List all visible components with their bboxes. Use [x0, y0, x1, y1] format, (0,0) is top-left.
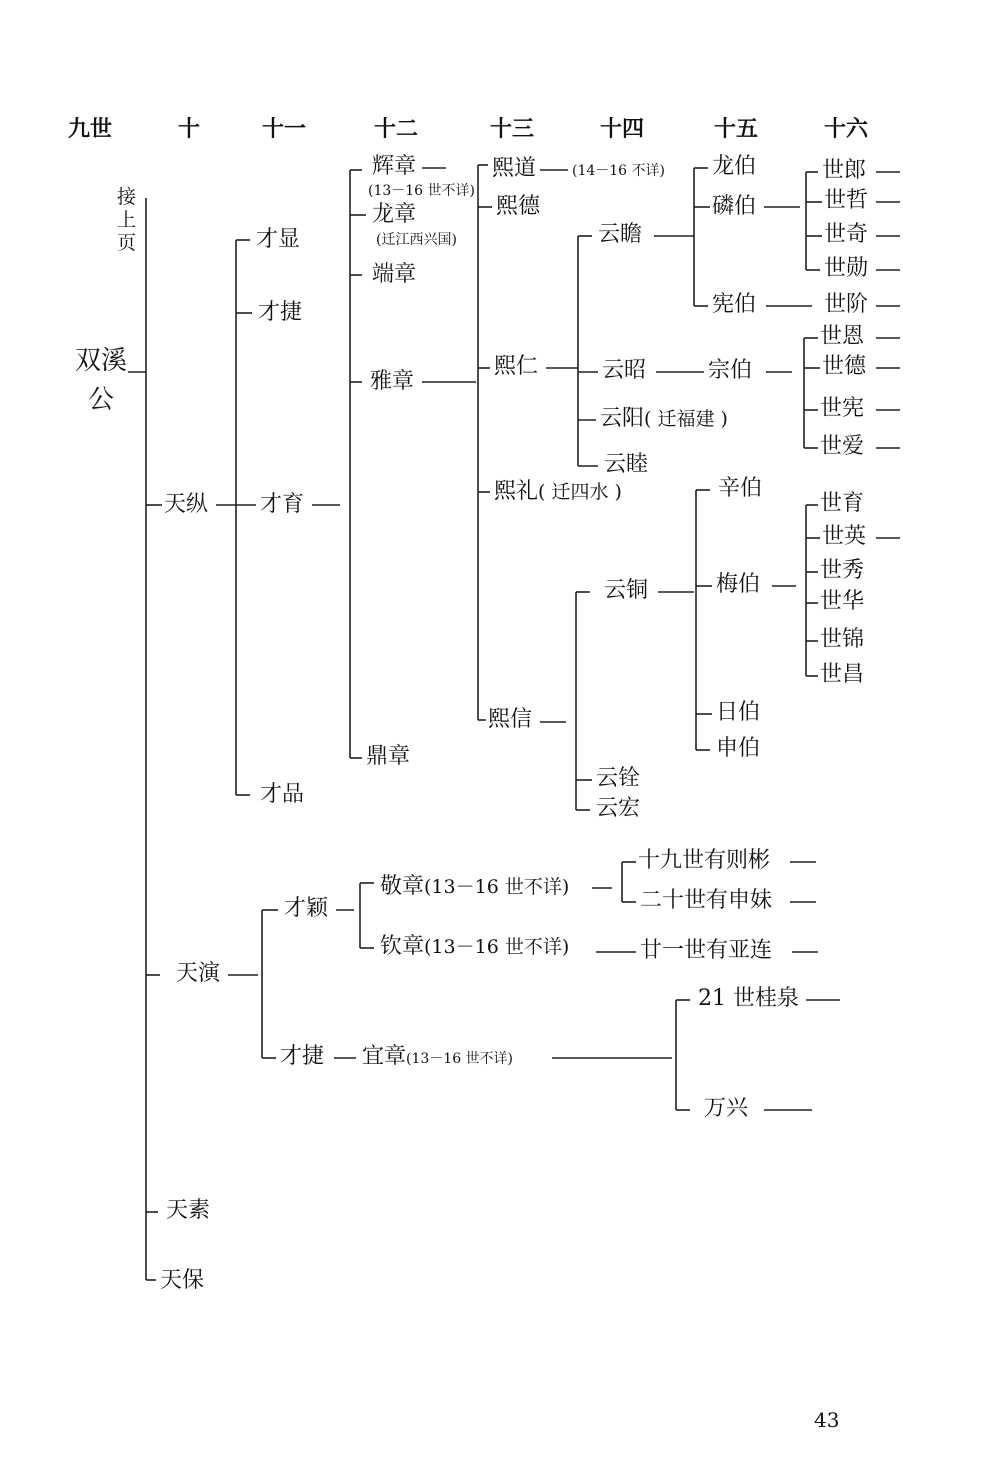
- node-zebin: 十九世有则彬: [638, 848, 771, 873]
- node-shixiu: 世秀: [820, 558, 865, 583]
- node-huizhang: 辉章: [372, 154, 417, 179]
- node-shijin: 世锦: [820, 627, 865, 652]
- generation-16: 十六: [824, 116, 869, 142]
- node-yunhong: 云宏: [596, 796, 641, 821]
- node-shide: 世德: [822, 354, 867, 379]
- node-tianyan: 天演: [176, 961, 221, 986]
- node-shenbo: 申伯: [716, 736, 761, 761]
- root-ancestor: 双溪公: [74, 346, 127, 415]
- node-xixin: 熙信: [488, 707, 533, 732]
- node-tianbao: 天保: [160, 1268, 205, 1293]
- node-shiying: 世英: [822, 524, 867, 549]
- node-yunzhao: 云昭: [602, 358, 647, 383]
- node-caiyu: 才育: [260, 492, 305, 517]
- generation-13: 十三: [490, 116, 535, 142]
- generation-9: 九世: [68, 116, 113, 142]
- node-yunzhan: 云瞻: [598, 222, 643, 247]
- node-qinzhang: 钦章(13－16 世不详): [380, 934, 570, 959]
- node-linbo: 磷伯: [712, 194, 757, 219]
- node-shizhe: 世哲: [824, 188, 869, 213]
- node-xinbo: 辛伯: [718, 476, 763, 501]
- node-jingzhang: 敬章(13－16 世不详): [380, 874, 570, 899]
- node-dingzhang: 鼎章: [366, 744, 411, 769]
- continued-note: 接上页: [117, 186, 137, 254]
- node-caipin: 才品: [260, 782, 305, 807]
- node-shihua: 世华: [820, 589, 865, 614]
- node-caixian: 才显: [256, 227, 301, 252]
- note-huizhang: (13－16 世不详): [368, 183, 476, 199]
- page-number: 43: [814, 1408, 840, 1432]
- node-yunquan: 云铨: [596, 766, 641, 791]
- node-xili: 熙礼( 迁四水 ): [494, 479, 622, 504]
- node-wanxing: 万兴: [704, 1096, 749, 1121]
- node-caijie2: 才捷: [280, 1044, 325, 1069]
- node-ribo: 日伯: [716, 700, 761, 725]
- node-shien: 世恩: [820, 324, 865, 349]
- node-zongbo: 宗伯: [708, 358, 753, 383]
- node-caijie: 才捷: [258, 300, 303, 325]
- node-shixian: 世宪: [820, 396, 865, 421]
- note-longzhang: (迁江西兴国): [376, 232, 457, 248]
- node-xiren: 熙仁: [494, 354, 539, 379]
- node-meibo: 梅伯: [716, 572, 761, 597]
- node-tiansu: 天素: [166, 1198, 211, 1223]
- node-yuntong: 云铜: [604, 578, 649, 603]
- node-caiying: 才颖: [284, 896, 329, 921]
- node-tianzong: 天纵: [164, 492, 209, 517]
- node-yizhang: 宜章(13－16 世不详): [362, 1044, 514, 1069]
- note-xidao: (14－16 不详): [572, 163, 666, 179]
- node-yunmu: 云睦: [604, 452, 649, 477]
- node-shiyu: 世育: [820, 491, 865, 516]
- generation-11: 十一: [262, 116, 307, 142]
- node-yazhang: 雅章: [370, 369, 415, 394]
- node-xidao: 熙道: [492, 156, 537, 181]
- generation-14: 十四: [600, 116, 645, 142]
- node-yalian: 廿一世有亚连: [640, 938, 773, 963]
- node-shilang: 世郎: [822, 158, 867, 183]
- node-yunyang: 云阳( 迁福建 ): [600, 406, 728, 431]
- generation-15: 十五: [714, 116, 759, 142]
- node-shixun: 世勋: [824, 256, 869, 281]
- node-shijie: 世阶: [824, 292, 869, 317]
- node-longzhang: 龙章: [372, 202, 417, 227]
- generation-12: 十二: [374, 116, 419, 142]
- node-shenmei: 二十世有申妹: [640, 888, 773, 913]
- generation-10: 十: [178, 116, 201, 142]
- node-shichang: 世昌: [820, 662, 865, 687]
- node-shiqi: 世奇: [824, 222, 869, 247]
- node-duanzhang: 端章: [372, 262, 417, 287]
- node-longbo: 龙伯: [712, 154, 757, 179]
- node-xide: 熙德: [496, 194, 541, 219]
- node-guiquan: 21 世桂泉: [698, 986, 799, 1011]
- node-xianbo: 宪伯: [712, 292, 757, 317]
- node-shiai: 世爱: [820, 434, 865, 459]
